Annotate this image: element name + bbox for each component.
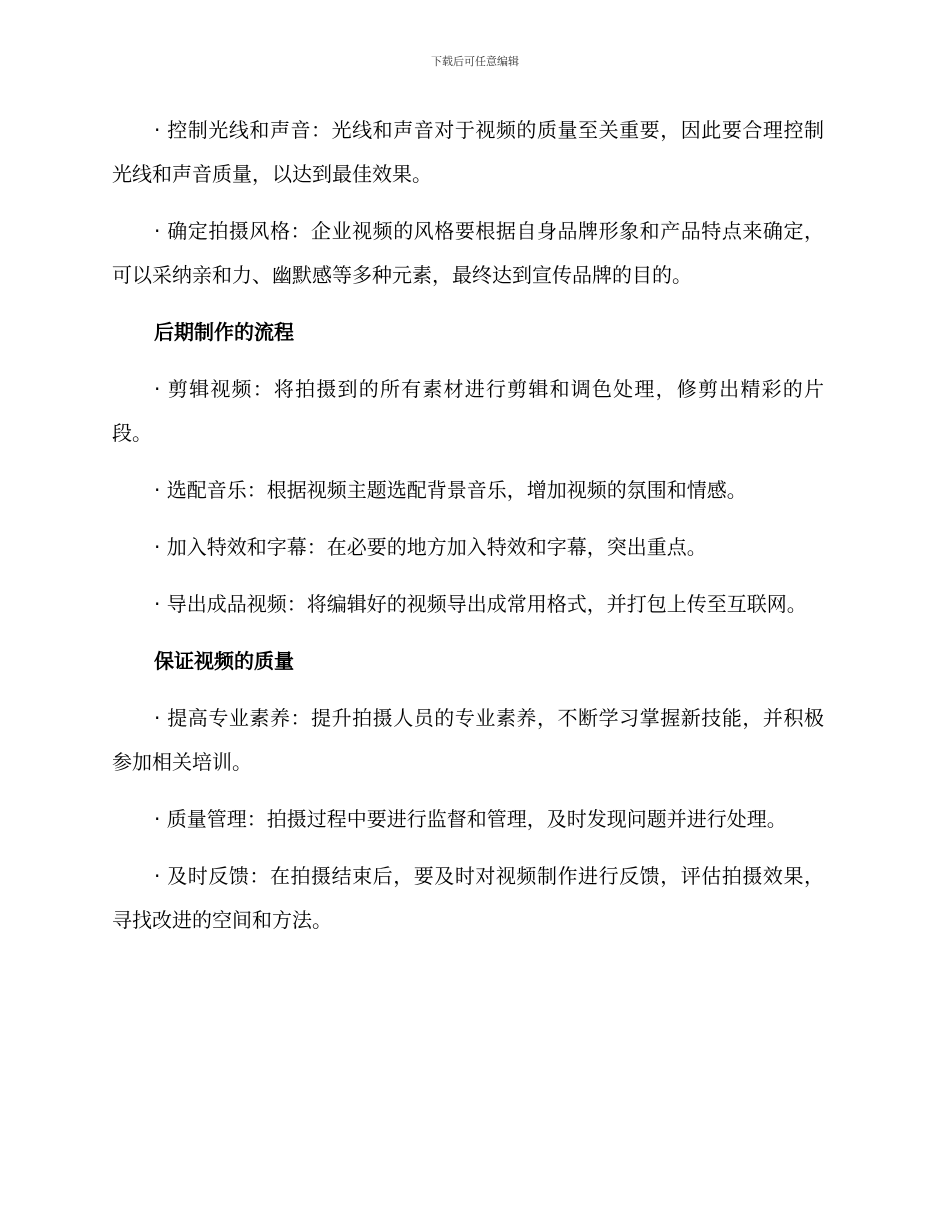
paragraph-professional-skills: · 提高专业素养：提升拍摄人员的专业素养，不断学习掌握新技能，并积极参加相关培训。 bbox=[112, 706, 824, 774]
paragraph-control-light-sound: · 控制光线和声音：光线和声音对于视频的质量至关重要，因此要合理控制光线和声音质量，以达到最佳效果。 bbox=[112, 118, 824, 186]
paragraph-shooting-style: · 确定拍摄风格：企业视频的风格要根据自身品牌形象和产品特点来确定，可以采纳亲和力、幽默感等多种元素，最终达到宣传品牌的目的。 bbox=[112, 219, 824, 287]
paragraph-select-music: · 选配音乐：根据视频主题选配背景音乐，增加视频的氛围和情感。 bbox=[154, 478, 747, 502]
document-body bbox=[112, 108, 824, 955]
paragraph-edit-video: · 剪辑视频：将拍摄到的所有素材进行剪辑和调色处理，修剪出精彩的片段。 bbox=[112, 377, 824, 445]
paragraph-effects-subtitles: · 加入特效和字幕：在必要的地方加入特效和字幕，突出重点。 bbox=[154, 535, 707, 559]
section-heading-post-production: 后期制作的流程 bbox=[154, 320, 294, 344]
page-header: 下载后可任意编辑 bbox=[431, 55, 519, 68]
section-heading-quality: 保证视频的质量 bbox=[154, 649, 294, 673]
paragraph-quality-management: · 质量管理：拍摄过程中要进行监督和管理，及时发现问题并进行处理。 bbox=[154, 807, 787, 831]
paragraph-timely-feedback: · 及时反馈：在拍摄结束后，要及时对视频制作进行反馈，评估拍摄效果，寻找改进的空间和方法。 bbox=[112, 864, 824, 932]
paragraph-export-video: · 导出成品视频：将编辑好的视频导出成常用格式，并打包上传至互联网。 bbox=[154, 592, 807, 616]
